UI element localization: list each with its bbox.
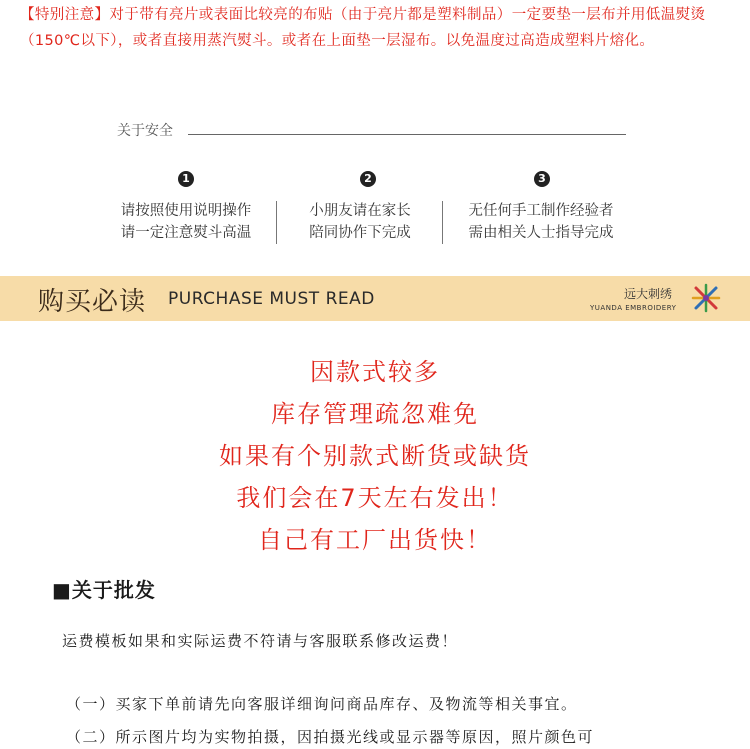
announcement-line-2: 库存管理疏忽难免 [271, 400, 479, 428]
special-notice: 【特别注意】对于带有亮片或表面比较亮的布贴（由于亮片都是塑料制品）一定要垫一层布并用低温熨烫（150℃以下），或者直接用蒸汽熨斗。或者在上面垫一层湿布。以免温度过高造成塑料片熔化。 [20, 7, 706, 49]
brand-name-en: YUANDA EMBROIDERY [590, 304, 677, 312]
step-2-text [275, 200, 445, 244]
wholesale-item-2: （二）所示图片均为实物拍摄，因拍摄光线或显示器等原因，照片颜色可 [66, 728, 595, 746]
announcement-line-5: 自己有工厂出货快！ [258, 526, 492, 554]
step-3-text [456, 200, 626, 244]
step-3-line-2: 需由相关人士指导完成 [468, 225, 614, 241]
step-3-line-1: 无任何手工制作经验者 [468, 203, 614, 219]
step-3-icon: 3 [534, 171, 550, 187]
announcement-line-1: 因款式较多 [310, 358, 440, 386]
shipping-note: 运费模板如果和实际运费不符请与客服联系修改运费！ [62, 632, 459, 650]
brand-name-cn: 远大刺绣 [624, 287, 673, 301]
step-2-icon: 2 [360, 171, 376, 187]
step-1-text [101, 200, 271, 244]
safety-title: 关于安全 [117, 123, 173, 139]
banner-title-cn: 购买必读 [38, 287, 147, 317]
step-1-line-1: 请按照使用说明操作 [120, 203, 252, 219]
wholesale-title: ■关于批发 [52, 578, 156, 602]
step-2-line-1: 小朋友请在家长 [309, 203, 411, 219]
safety-divider [188, 134, 626, 135]
wholesale-item-1: （一）买家下单前请先向客服详细询问商品库存、及物流等相关事宜。 [66, 695, 578, 713]
step-1-icon: 1 [178, 171, 194, 187]
announcement-line-3: 如果有个别款式断货或缺货 [219, 442, 531, 470]
step-1-line-2: 请一定注意熨斗高温 [120, 225, 252, 241]
announcement-line-4: 我们会在7天左右发出！ [236, 484, 514, 512]
step-2-line-2: 陪同协作下完成 [309, 225, 411, 241]
brand-logo-icon [690, 282, 722, 314]
step-divider-2 [442, 201, 443, 244]
banner-title-en: PURCHASE MUST READ [168, 289, 375, 309]
